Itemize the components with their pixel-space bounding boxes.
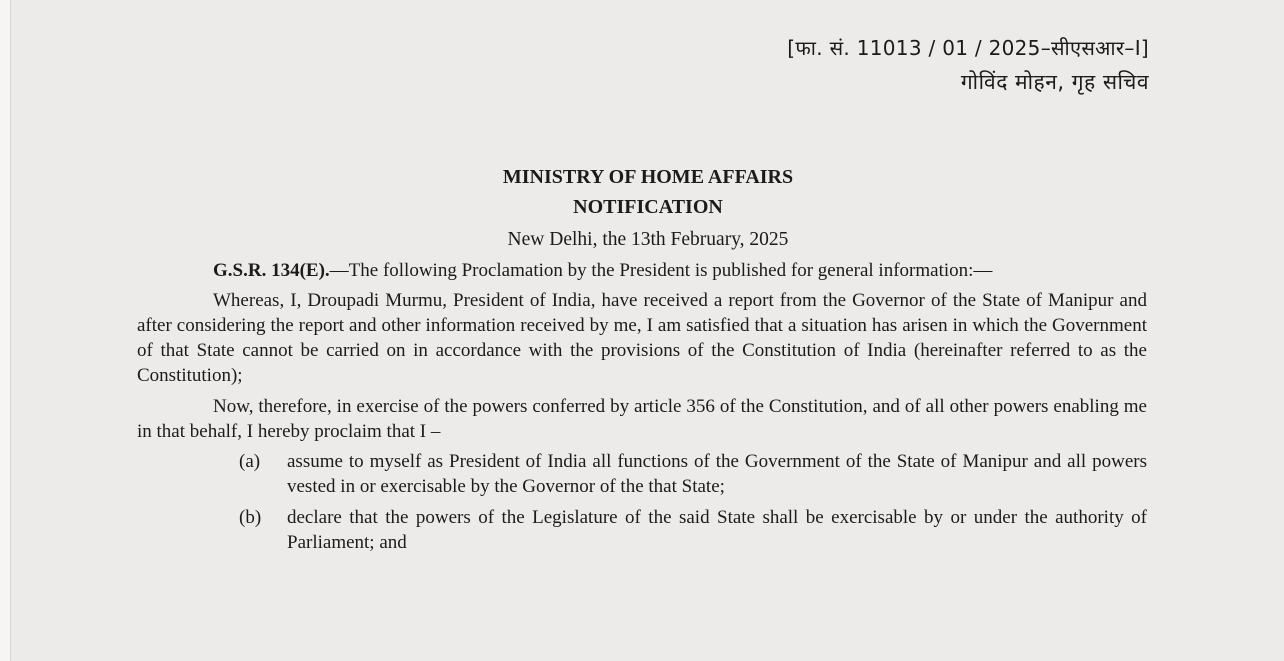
file-reference: [फा. सं. 11013 / 01 / 2025–सीएसआर–I] xyxy=(787,36,1149,60)
now-therefore-paragraph: Now, therefore, in exercise of the powers conferred by article 356 of the Constitution, and of all other powers enabling me in that behalf, I hereby proclaim that I – xyxy=(137,396,1147,442)
gsr-number: G.S.R. 134(E). xyxy=(213,260,330,281)
gsr-paragraph xyxy=(137,258,1147,283)
document-page xyxy=(10,0,1284,661)
dateline: New Delhi, the 13th February, 2025 xyxy=(507,229,789,250)
notification-heading: NOTIFICATION xyxy=(573,196,723,218)
whereas-paragraph: Whereas, I, Droupadi Murmu, President of India, have received a report from the Governor of the State of Manipur and after considering the report and other information received by me, I am satisfied that a situation has arisen in which the Government of that State cannot be carried on in accordance with the provisions of the Constitution of India (hereinafter referred to as the Constitution); xyxy=(137,290,1147,386)
clause-label: (a) xyxy=(239,451,261,472)
clause-text: declare that the powers of the Legislature of the said State shall be exercisable by or under the authority of Parliament; and xyxy=(287,507,1147,553)
ministry-heading: MINISTRY OF HOME AFFAIRS xyxy=(502,166,794,188)
clause-label: (b) xyxy=(239,507,262,528)
signatory-line: गोविंद मोहन, गृह सचिव xyxy=(960,70,1149,94)
gsr-text: —The following Proclamation by the President is published for general information:— xyxy=(329,260,993,281)
clause-text: assume to myself as President of India all functions of the Government of the State of Manipur and all powers vested in or exercisable by the Governor of the that State; xyxy=(287,451,1147,497)
